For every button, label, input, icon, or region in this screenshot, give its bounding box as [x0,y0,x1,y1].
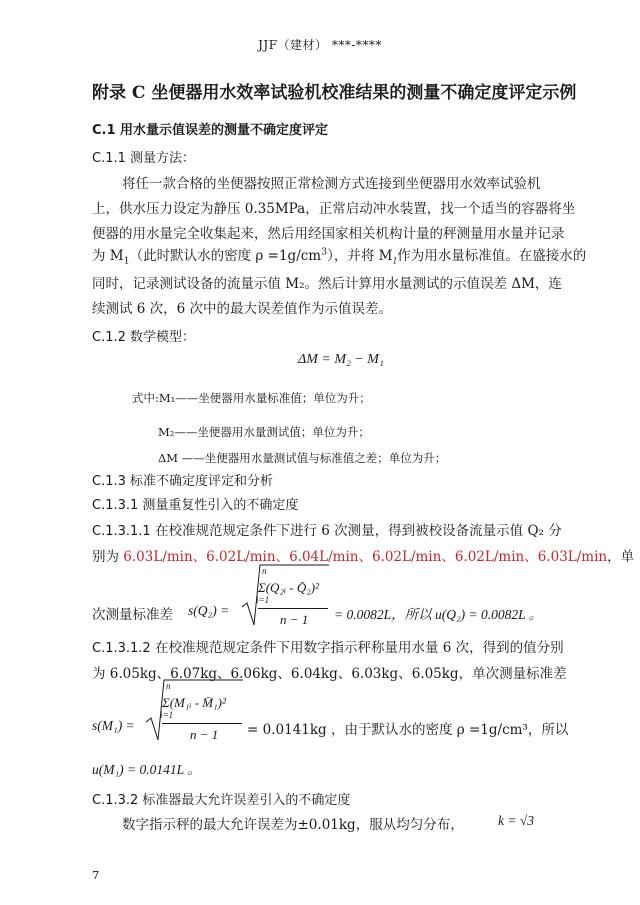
c1311-line1: C.1.3.1.1 在校准规范规定条件下进行 6 次测量，得到被校设备流量示值 Q₂ 分 [92,523,562,539]
definition-m1: 式中:M₁——坐便器用水量标准值；单位为升； [132,391,371,405]
sum-upper: n [262,566,267,576]
c11-line4: 为 $M_1$（此时默认水的密度 $\rho =1g/cm^3$），并将 $M_1$作为用水量标准值。在盛接水的 [92,246,587,267]
sq2-result: = 0.0082L，所以 u(Q₂) = 0.0082L 。 [334,607,543,622]
c132-line1: 数字指示秤的最大允许误差为±0.01kg，服从均匀分布， [122,817,464,833]
c11-line1: 将任一款合格的坐便器按照正常检测方式连接到坐便器用水效率试验机 [122,176,541,192]
section-c132-heading: C.1.3.2 标准器最大允许误差引入的不确定度 [92,793,351,808]
c11-line5: 同时，记录测试设备的流量示值 M₂。然后计算用水量测试的示值误差 ΔM，连 [92,276,562,292]
sq2-numerator: Σ(Q₂ᵢ - Q̄₂)² [258,580,319,595]
fraction-bar [162,723,242,724]
c1312-line2: 为 6.05kg、6.07kg、6.06kg、6.04kg、6.03kg、6.05kg，单次测量标准差 [92,666,567,682]
sq2-lhs: s(Q₂) = [188,603,230,618]
section-c13-heading: C.1.3 标准不确定度评定和分析 [92,474,274,489]
sm1-lhs: s(M₁) = [92,718,135,733]
sum-upper: n [166,681,171,691]
c1312-line1: C.1.3.1.2 在校准规范规定条件下用数字指示秤称量用水量 6 次，得到的值分别 [92,640,564,656]
c11-line2: 上，供水压力设定为静压 0.35MPa，正常启动冲水装置，找一个适当的容器将坐 [92,201,576,217]
definition-delta-m: ΔM ——坐便器用水量测试值与标准值之差；单位为升； [158,451,447,465]
sm1-denominator: n − 1 [190,727,219,742]
sm1-result: = 0.0141kg ，由于默认水的密度 ρ =1g/cm³，所以 [247,722,569,738]
sum-lower: i=1 [160,710,174,720]
sum-lower: i=1 [256,595,270,605]
sq2-denominator: n − 1 [280,612,309,627]
k-value: k = √3 [498,813,535,828]
c1311-line2: 别为 6.03L/min、6.02L/min、6.04L/min、6.02L/min、6.02L/min、6.03L/min，单 [92,549,635,565]
section-c11-heading: C.1.1 测量方法： [92,151,196,166]
page-header: JJF（建材） ***-**** [258,38,382,52]
definition-m2: M₂——坐便器用水量测试值；单位为升； [158,425,370,439]
math-model-formula: ΔM = M₂ − M₁ [298,352,384,367]
c11-line3: 便器的用水量完全收集起来，然后用经国家相关机构计量的秤测量用水量并记录 [92,226,565,242]
appendix-title: 附录 C 坐便器用水效率试验机校准结果的测量不确定度评定示例 [92,83,577,103]
section-c131-heading: C.1.3.1 测量重复性引入的不确定度 [92,498,299,513]
fraction-bar [258,608,328,609]
flow-readings: 6.03L/min、6.02L/min、6.04L/min、6.02L/min、6.02L/min、6.03L/min [123,549,608,565]
c1311-formula-prefix: 次测量标准差 [92,607,173,623]
page-number: 7 [92,868,100,882]
sm1-numerator: Σ(M₁ᵢ - M̄₁)² [162,695,226,710]
c11-line6: 续测试 6 次，6 次中的最大误差值作为示值误差。 [92,301,393,317]
section-c1-heading: C.1 用水量示值误差的测量不确定度评定 [92,123,329,138]
section-c12-heading: C.1.2 数学模型： [92,330,196,345]
um1-result: u(M₁) = 0.0141L 。 [92,762,201,777]
